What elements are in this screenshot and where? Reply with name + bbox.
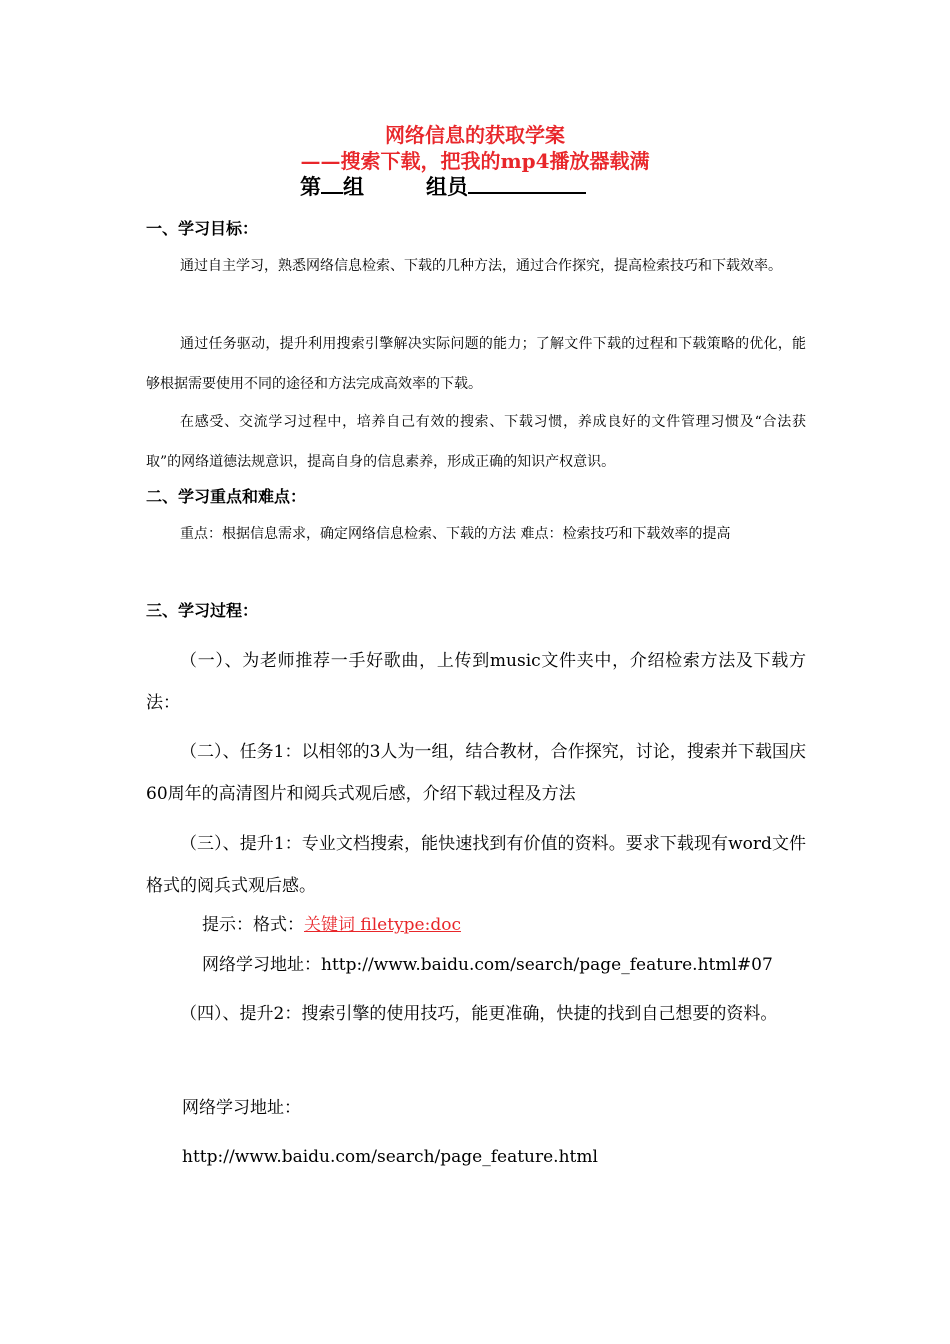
url-line-1 (202, 953, 773, 977)
process-item-2: （二）、任务1：以相邻的3人为一组，结合教材，合作探究，讨论，搜索并下载国庆60周年的高清图片和阅兵式观后感，介绍下载过程及方法 (146, 742, 806, 804)
section-heading-objectives: 一、学习目标： (146, 219, 259, 238)
process-item-4: （四）、提升2：搜索引擎的使用技巧，能更准确，快捷的找到自己想要的资料。 (180, 1004, 778, 1024)
url-label-2: 网络学习地址： (182, 1098, 301, 1118)
hint-line (202, 913, 461, 937)
url-label-1: 网络学习地址： (202, 955, 321, 975)
process-item-3: （三）、提升1：专业文档搜索，能快速找到有价值的资料。要求下载现有word文件格式的阅兵式观后感。 (146, 834, 806, 896)
process-item-1: （一）、为老师推荐一手好歌曲，上传到music文件夹中，介绍检索方法及下载方法： (146, 651, 806, 713)
url-link-2[interactable]: http://www.baidu.com/search/page_feature.html (182, 1147, 598, 1167)
section-heading-keypoints: 二、学习重点和难点： (146, 487, 307, 506)
objective-paragraph-2: 通过任务驱动，提升利用搜索引擎解决实际问题的能力；了解文件下载的过程和下载策略的优化，能够根据需要使用不同的途径和方法完成高效率的下载。 (146, 336, 806, 392)
keypoints-paragraph: 重点：根据信息需求，确定网络信息检索、下载的方法 难点：检索技巧和下载效率的提高 (180, 526, 731, 542)
objective-paragraph-3: 在感受、交流学习过程中，培养自己有效的搜索、下载习惯，养成良好的文件管理习惯及“合法获取”的网络道德法规意识，提高自身的信息素养，形成正确的知识产权意识。 (146, 414, 806, 470)
section-heading-process: 三、学习过程： (146, 601, 259, 620)
objective-paragraph-1: 通过自主学习，熟悉网络信息检索、下载的几种方法，通过合作探究，提高检索技巧和下载效率。 (180, 258, 782, 274)
members-label: 组员 (426, 175, 468, 199)
hint-value: 关键词 filetype:doc (304, 915, 461, 935)
document-subtitle: ——搜索下载，把我的mp4播放器载满 (300, 149, 650, 173)
url-link-1[interactable]: http://www.baidu.com/search/page_feature.html#07 (321, 955, 773, 975)
group-prefix: 第 (300, 175, 321, 199)
group-number-blank[interactable] (321, 174, 343, 194)
hint-label: 提示：格式： (202, 915, 304, 935)
group-suffix: 组 (343, 175, 364, 199)
members-blank[interactable] (468, 174, 586, 194)
document-title: 网络信息的获取学案 (385, 123, 565, 147)
group-info-line (300, 173, 586, 201)
